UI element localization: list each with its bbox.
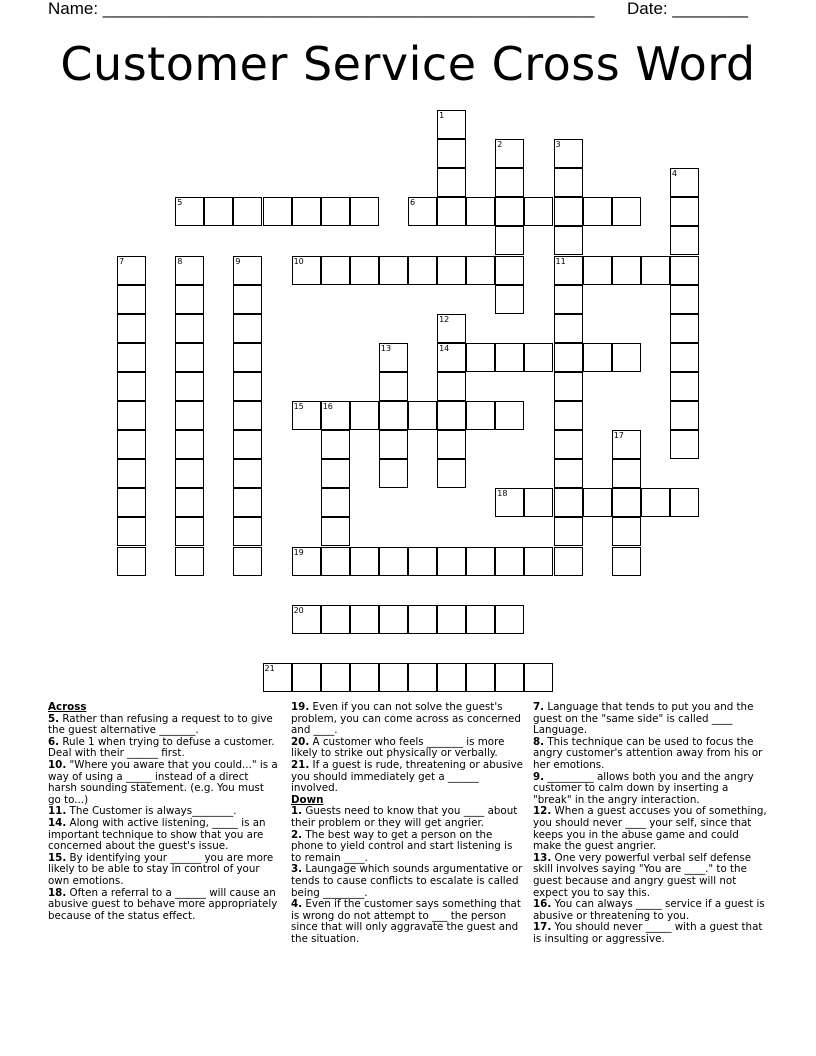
grid-cell[interactable] — [321, 547, 350, 576]
clue-text: Along with active listening, _____ is an important technique to show that you are concerned about the guest's issue. — [48, 816, 266, 853]
clue-number: 20 — [293, 605, 304, 615]
grid-cell[interactable] — [583, 488, 612, 517]
grid-cell[interactable] — [408, 197, 437, 226]
grid-cell[interactable] — [350, 605, 379, 634]
clue-number: 14 — [439, 343, 450, 353]
grid-cell[interactable] — [117, 343, 146, 372]
grid-cell[interactable] — [524, 197, 553, 226]
grid-cell[interactable] — [612, 197, 641, 226]
grid-cell[interactable] — [554, 285, 583, 314]
clue — [291, 899, 523, 945]
clue-number: 13 — [380, 343, 392, 353]
grid-cell[interactable] — [117, 517, 146, 546]
grid-cell[interactable] — [175, 430, 204, 459]
grid-cell[interactable] — [612, 343, 641, 372]
grid-cell[interactable] — [379, 256, 408, 285]
grid-cell[interactable] — [670, 372, 699, 401]
grid-cell[interactable] — [612, 517, 641, 546]
clue — [533, 922, 769, 945]
clue-number: 6 — [410, 198, 416, 208]
clue-number: 15 — [293, 402, 304, 411]
grid-cell[interactable] — [583, 197, 612, 226]
grid-cell[interactable] — [437, 663, 466, 692]
grid-cell[interactable] — [524, 663, 553, 692]
clue-number-label: 21. — [291, 758, 310, 771]
clues-column-2 — [291, 702, 523, 945]
grid-cell[interactable] — [233, 459, 262, 488]
clue-number: 4 — [671, 169, 677, 179]
grid-cell[interactable] — [670, 343, 699, 372]
grid-cell[interactable] — [466, 343, 495, 372]
grid-cell[interactable] — [437, 168, 466, 197]
clue-number: 7 — [119, 256, 125, 266]
grid-cell[interactable] — [466, 547, 495, 576]
grid-cell[interactable] — [233, 401, 262, 430]
grid-cell[interactable] — [495, 226, 524, 255]
grid-cell[interactable] — [612, 488, 641, 517]
grid-cell[interactable] — [437, 110, 466, 139]
grid-cell[interactable] — [321, 459, 350, 488]
clue-number-label: 5. — [48, 712, 60, 725]
clue-number-label: 18. — [48, 886, 67, 899]
grid-cell[interactable] — [554, 547, 583, 576]
grid-cell[interactable] — [117, 314, 146, 343]
clue-number-label: 12. — [533, 805, 552, 818]
clue-text: You should never _____ with a guest that is insulting or aggressive. — [533, 921, 763, 945]
grid-cell[interactable] — [437, 256, 466, 285]
clue — [48, 818, 280, 853]
grid-cell[interactable] — [612, 256, 641, 285]
clue-number: 21 — [264, 663, 275, 673]
clue-number: 19 — [293, 547, 304, 557]
grid-cell[interactable] — [554, 226, 583, 255]
grid-cell[interactable] — [437, 314, 466, 343]
clue-number-label: 17. — [533, 921, 552, 934]
clue-number: 9 — [235, 256, 241, 266]
grid-cell[interactable] — [554, 139, 583, 168]
grid-cell[interactable] — [175, 285, 204, 314]
grid-cell[interactable] — [350, 197, 379, 226]
grid-cell[interactable] — [379, 663, 408, 692]
page-title: Customer Service Cross Word — [60, 37, 756, 91]
grid-cell[interactable] — [466, 401, 495, 430]
grid-cell[interactable] — [117, 285, 146, 314]
grid-cell[interactable] — [408, 401, 437, 430]
clue-number-label: 9. — [533, 770, 545, 783]
grid-cell[interactable] — [670, 401, 699, 430]
grid-cell[interactable] — [408, 605, 437, 634]
grid-cell[interactable] — [292, 605, 321, 634]
grid-cell[interactable] — [437, 459, 466, 488]
clue-text: When a guest accuses you of something, you should never ____ your self, since that keeps you in the abuse game and could make the guest angrier. — [533, 805, 767, 853]
grid-cell[interactable] — [554, 401, 583, 430]
grid-cell[interactable] — [495, 285, 524, 314]
grid-cell[interactable] — [495, 256, 524, 285]
grid-cell[interactable] — [233, 343, 262, 372]
grid-cell[interactable] — [263, 197, 292, 226]
grid-cell[interactable] — [612, 430, 641, 459]
clue-text: One very powerful verbal self defense skill involves saying "You are ____." to the guest because and angry guest will not expect you to say this. — [533, 851, 752, 899]
grid-cell[interactable] — [379, 430, 408, 459]
clue-text: By identifying your ______ you are more likely to be able to stay in control of your own emotions. — [48, 851, 274, 887]
clue — [48, 714, 280, 737]
grid-cell[interactable] — [321, 517, 350, 546]
grid-cell[interactable] — [233, 430, 262, 459]
clue-text: "Where you aware that you could..." is a way of using a _____ instead of a direct harsh sounding statement. (e.g. You must go to...) — [48, 758, 278, 806]
grid-cell[interactable] — [175, 314, 204, 343]
grid-cell[interactable] — [379, 547, 408, 576]
grid-cell[interactable] — [379, 401, 408, 430]
grid-cell[interactable] — [292, 401, 321, 430]
grid-cell[interactable] — [321, 430, 350, 459]
grid-cell[interactable] — [233, 372, 262, 401]
clue-text: This technique can be used to focus the angry customer's attention away from his or her emotions. — [533, 735, 763, 771]
grid-cell[interactable] — [350, 663, 379, 692]
clue — [291, 760, 523, 795]
grid-cell[interactable] — [117, 547, 146, 576]
grid-cell[interactable] — [495, 547, 524, 576]
clue-number-label: 1. — [291, 805, 303, 818]
grid-cell[interactable] — [554, 517, 583, 546]
clue-number-label: 16. — [533, 898, 552, 911]
grid-cell[interactable] — [554, 372, 583, 401]
grid-cell[interactable] — [554, 488, 583, 517]
grid-cell[interactable] — [437, 547, 466, 576]
grid-cell[interactable] — [554, 343, 583, 372]
grid-cell[interactable] — [466, 663, 495, 692]
clue — [291, 702, 523, 737]
grid-cell[interactable] — [524, 343, 553, 372]
clue-number: 3 — [555, 140, 561, 150]
grid-cell[interactable] — [233, 285, 262, 314]
clue-number-label: 7. — [533, 701, 545, 713]
grid-cell[interactable] — [117, 256, 146, 285]
grid-cell[interactable] — [670, 285, 699, 314]
grid-cell[interactable] — [117, 372, 146, 401]
grid-cell[interactable] — [495, 168, 524, 197]
grid-cell[interactable] — [175, 488, 204, 517]
grid-cell[interactable] — [117, 401, 146, 430]
clue-text: _________ allows both you and the angry customer to calm down by inserting a "break" in the angry interaction. — [533, 770, 754, 806]
grid-cell[interactable] — [350, 401, 379, 430]
down-heading: Down — [291, 793, 324, 806]
clue — [533, 853, 769, 899]
clue — [48, 760, 280, 806]
grid-cell[interactable] — [233, 547, 262, 576]
grid-cell[interactable] — [670, 314, 699, 343]
clues-column-1 — [48, 702, 280, 922]
grid-cell[interactable] — [175, 256, 204, 285]
grid-cell[interactable] — [233, 314, 262, 343]
grid-cell[interactable] — [204, 197, 233, 226]
grid-cell[interactable] — [554, 430, 583, 459]
clue-text: Language that tends to put you and the guest on the "same side" is called ____ Language. — [533, 701, 754, 737]
grid-cell[interactable] — [641, 256, 670, 285]
clue-number: 5 — [177, 198, 183, 208]
grid-cell[interactable] — [466, 605, 495, 634]
grid-cell[interactable] — [292, 663, 321, 692]
grid-cell[interactable] — [437, 401, 466, 430]
clue-text: The best way to get a person on the phone to yield control and start listening is to remain ____. — [291, 828, 513, 864]
grid-cell[interactable] — [554, 314, 583, 343]
across-heading: Across — [48, 701, 87, 713]
grid-cell[interactable] — [350, 547, 379, 576]
clue-text: The Customer is always________. — [69, 805, 237, 818]
clue-number-label: 8. — [533, 735, 545, 748]
clue-number-label: 14. — [48, 816, 67, 829]
clue-text: A customer who feels _______ is more likely to strike out physically or verbally. — [291, 735, 505, 760]
grid-cell[interactable] — [495, 343, 524, 372]
grid-cell[interactable] — [524, 547, 553, 576]
name-field-label[interactable]: Name: ____________________________________________________ — [48, 0, 595, 18]
grid-cell[interactable] — [321, 605, 350, 634]
grid-cell[interactable] — [554, 256, 583, 285]
grid-cell[interactable] — [554, 459, 583, 488]
grid-cell[interactable] — [292, 256, 321, 285]
grid-cell[interactable] — [524, 488, 553, 517]
grid-cell[interactable] — [292, 547, 321, 576]
grid-cell[interactable] — [350, 256, 379, 285]
clue-number: 2 — [497, 140, 503, 150]
grid-cell[interactable] — [233, 197, 262, 226]
clue-number: 11 — [555, 256, 566, 266]
clue-number-label: 3. — [291, 863, 303, 876]
clue — [533, 806, 769, 852]
clue-number: 18 — [497, 489, 508, 499]
grid-cell[interactable] — [437, 139, 466, 168]
clue-number-label: 10. — [48, 758, 67, 771]
grid-cell[interactable] — [321, 197, 350, 226]
clue — [291, 737, 523, 760]
grid-cell[interactable] — [117, 459, 146, 488]
clue — [533, 737, 769, 772]
grid-cell[interactable] — [117, 488, 146, 517]
grid-cell[interactable] — [437, 372, 466, 401]
clue-text: Even if you can not solve the guest's problem, you can come across as concerned and ____. — [291, 701, 521, 737]
clue — [291, 830, 523, 865]
clue-number-label: 11. — [48, 805, 67, 818]
grid-cell[interactable] — [670, 168, 699, 197]
grid-cell[interactable] — [495, 663, 524, 692]
grid-cell[interactable] — [670, 430, 699, 459]
grid-cell[interactable] — [495, 488, 524, 517]
grid-cell[interactable] — [670, 226, 699, 255]
grid-cell[interactable] — [495, 605, 524, 634]
clue-number-label: 4. — [291, 898, 303, 911]
clue — [533, 772, 769, 807]
grid-cell[interactable] — [321, 256, 350, 285]
grid-cell[interactable] — [175, 459, 204, 488]
clue-number: 16 — [322, 402, 333, 411]
clue-number: 10 — [293, 256, 304, 266]
clue-text: Rule 1 when trying to defuse a customer. Deal with their ______ first. — [48, 735, 275, 760]
grid-cell[interactable] — [437, 430, 466, 459]
clue-number: 12 — [439, 314, 450, 324]
grid-cell[interactable] — [554, 197, 583, 226]
grid-cell[interactable] — [175, 197, 204, 226]
grid-cell[interactable] — [466, 256, 495, 285]
clue — [48, 737, 280, 760]
clue-text: Laungage which sounds argumentative or tends to cause conflicts to escalate is called being ________. — [291, 863, 523, 899]
grid-cell[interactable] — [583, 256, 612, 285]
clue-text: Even if the customer says something that is wrong do not attempt to ___ the person since that will only aggravate the guest and the situation. — [291, 898, 521, 945]
clue — [291, 806, 523, 829]
grid-cell[interactable] — [670, 256, 699, 285]
grid-cell[interactable] — [233, 517, 262, 546]
clues-column-3 — [533, 702, 769, 945]
clue — [533, 702, 769, 737]
grid-cell[interactable] — [612, 459, 641, 488]
clue-number-label: 15. — [48, 851, 67, 864]
grid-cell[interactable] — [175, 343, 204, 372]
grid-cell[interactable] — [583, 343, 612, 372]
grid-cell[interactable] — [321, 401, 350, 430]
clue-number-label: 2. — [291, 828, 303, 841]
grid-cell[interactable] — [117, 430, 146, 459]
grid-cell[interactable] — [495, 401, 524, 430]
clue-number: 17 — [613, 431, 624, 441]
clue-text: If a guest is rude, threatening or abusive you should immediately get a ______ involved. — [291, 758, 523, 795]
grid-cell[interactable] — [321, 488, 350, 517]
grid-cell[interactable] — [263, 663, 292, 692]
grid-cell[interactable] — [670, 488, 699, 517]
clue-text: Guests need to know that you ____ about their problem or they will get angrier. — [291, 805, 518, 829]
grid-cell[interactable] — [175, 372, 204, 401]
clue — [533, 899, 769, 922]
grid-cell[interactable] — [379, 372, 408, 401]
grid-cell[interactable] — [554, 168, 583, 197]
clue — [291, 864, 523, 899]
grid-cell[interactable] — [437, 605, 466, 634]
grid-cell[interactable] — [641, 488, 670, 517]
grid-cell[interactable] — [321, 663, 350, 692]
clue-text: Rather than refusing a request to to give the guest alternative _______. — [48, 712, 273, 737]
grid-cell[interactable] — [408, 547, 437, 576]
grid-cell[interactable] — [233, 256, 262, 285]
grid-cell[interactable] — [175, 517, 204, 546]
grid-cell[interactable] — [437, 343, 466, 372]
clue — [48, 853, 280, 888]
grid-cell[interactable] — [670, 197, 699, 226]
grid-cell[interactable] — [233, 488, 262, 517]
clue — [48, 888, 280, 923]
clue-number-label: 20. — [291, 735, 310, 748]
grid-cell[interactable] — [612, 547, 641, 576]
clue-number: 1 — [439, 111, 445, 120]
grid-cell[interactable] — [175, 547, 204, 576]
grid-cell[interactable] — [408, 663, 437, 692]
grid-cell[interactable] — [175, 401, 204, 430]
grid-cell[interactable] — [495, 139, 524, 168]
clue-text: Often a referral to a ______ will cause an abusive guest to behave more appropriately because of the status effect. — [48, 886, 278, 922]
grid-cell[interactable] — [379, 605, 408, 634]
grid-cell[interactable] — [379, 459, 408, 488]
clue-number: 8 — [177, 256, 183, 266]
grid-cell[interactable] — [408, 256, 437, 285]
grid-cell[interactable] — [495, 197, 524, 226]
date-field-label[interactable]: Date: ________ — [627, 0, 748, 18]
clue-number-label: 13. — [533, 851, 552, 864]
grid-cell[interactable] — [292, 197, 321, 226]
grid-cell[interactable] — [437, 197, 466, 226]
clue-number-label: 19. — [291, 701, 310, 713]
clue-number-label: 6. — [48, 735, 60, 748]
grid-cell[interactable] — [466, 197, 495, 226]
clue-text: You can always _____ service if a guest is abusive or threatening to you. — [533, 898, 765, 922]
grid-cell[interactable] — [379, 343, 408, 372]
